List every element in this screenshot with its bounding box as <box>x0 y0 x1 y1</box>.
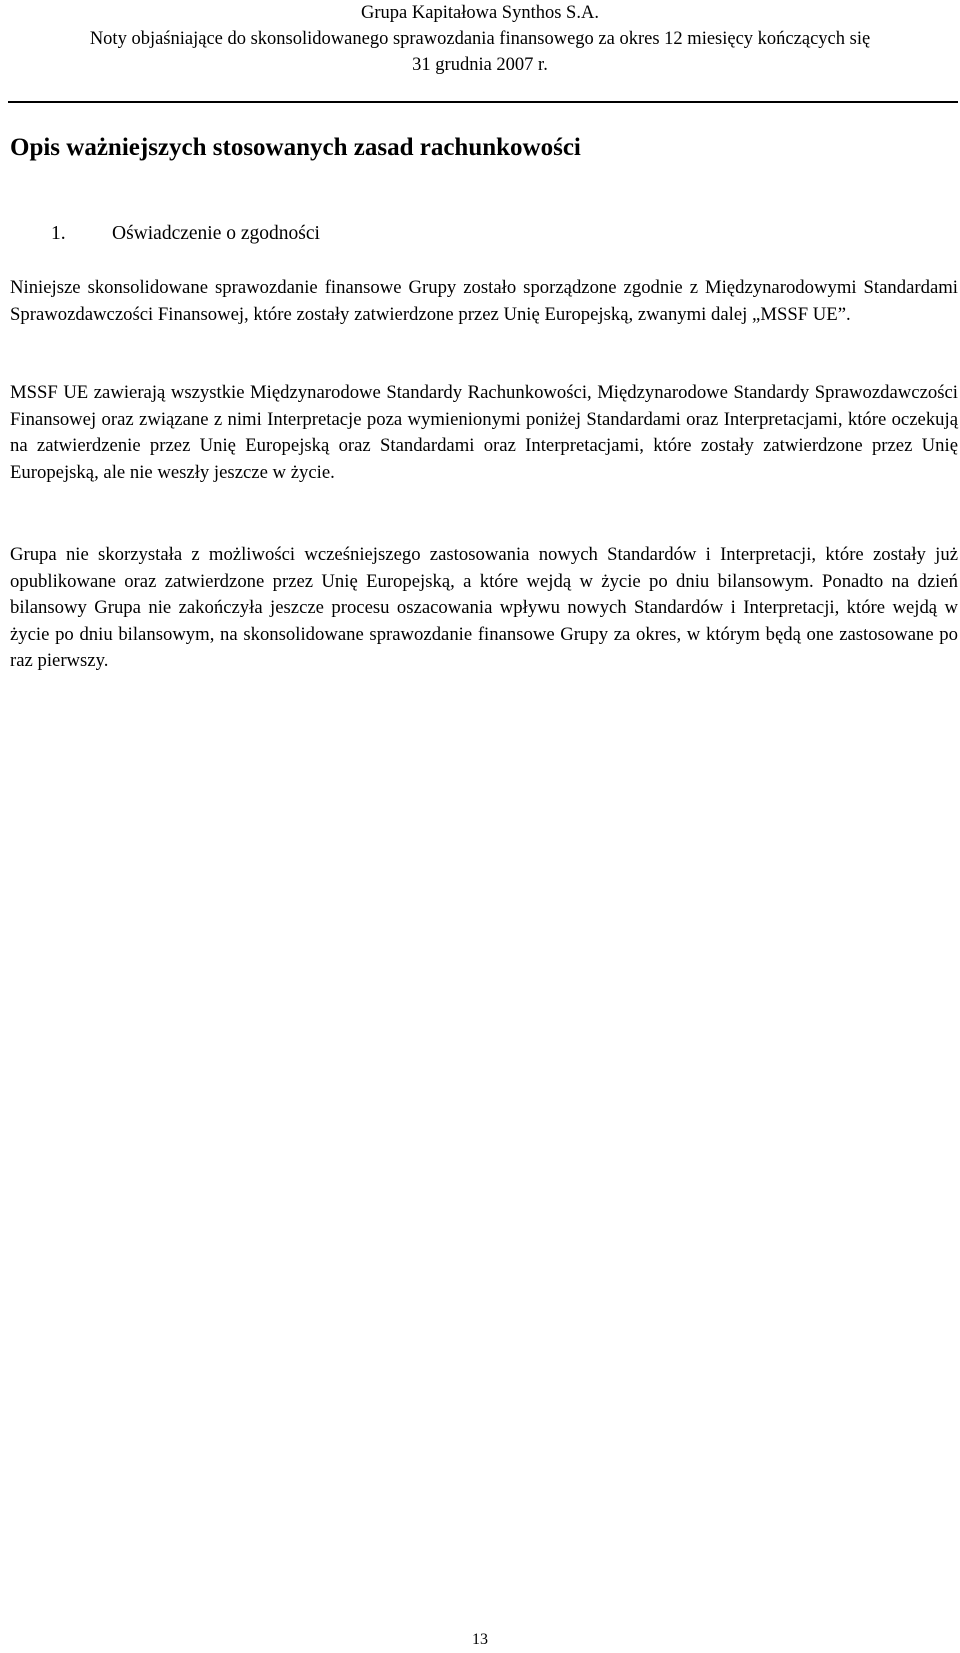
paragraph-early-adoption: Grupa nie skorzystała z możliwości wcześniejszego zastosowania nowych Standardów i Interpretacji, które zostały już opublikowane oraz zatwierdzone przez Unię Europejską, a które wejdą w życie po dniu bilansowym. Ponadto na dzień bilansowy Grupa nie zakończyła jeszcze procesu oszacowania wpływu nowych Standardów i Interpretacji, które wejdą w życie po dniu bilansowym, na skonsolidowane sprawozdanie finansowe Grupy za okres, w którym będą one zastosowane po raz pierwszy. <box>10 544 958 671</box>
page-number: 13 <box>472 1631 488 1648</box>
header-company: Grupa Kapitałowa Synthos S.A. <box>361 3 599 23</box>
subsection-title: Oświadczenie o zgodności <box>112 223 320 244</box>
paragraph-compliance: Niniejsze skonsolidowane sprawozdanie finansowe Grupy zostało sporządzone zgodnie z Międzynarodowymi Standardami Sprawozdawczości Finansowej, które zostały zatwierdzone przez Unię Europejską, zwanymi dalej „MSSF UE”. <box>10 277 958 325</box>
header-divider <box>8 101 958 103</box>
subsection-heading <box>51 221 320 247</box>
section-title: Opis ważniejszych stosowanych zasad rachunkowości <box>10 134 581 161</box>
header-subtitle: Noty objaśniające do skonsolidowanego sprawozdania finansowego za okres 12 miesięcy kończących się <box>89 29 871 49</box>
paragraph-mssf-scope: MSSF UE zawierają wszystkie Międzynarodowe Standardy Rachunkowości, Międzynarodowe Standardy Sprawozdawczości Finansowej oraz związane z nimi Interpretacje poza wymienionymi poniżej Standardami oraz Interpretacjami, które oczekują na zatwierdzenie przez Unię Europejską oraz Standardami oraz Interpretacjami, które zostały zatwierdzone przez Unię Europejską, ale nie weszły jeszcze w życie. <box>10 382 958 483</box>
header-date: 31 grudnia 2007 r. <box>412 55 548 75</box>
subsection-number: 1. <box>51 223 66 244</box>
page-header <box>0 0 960 78</box>
